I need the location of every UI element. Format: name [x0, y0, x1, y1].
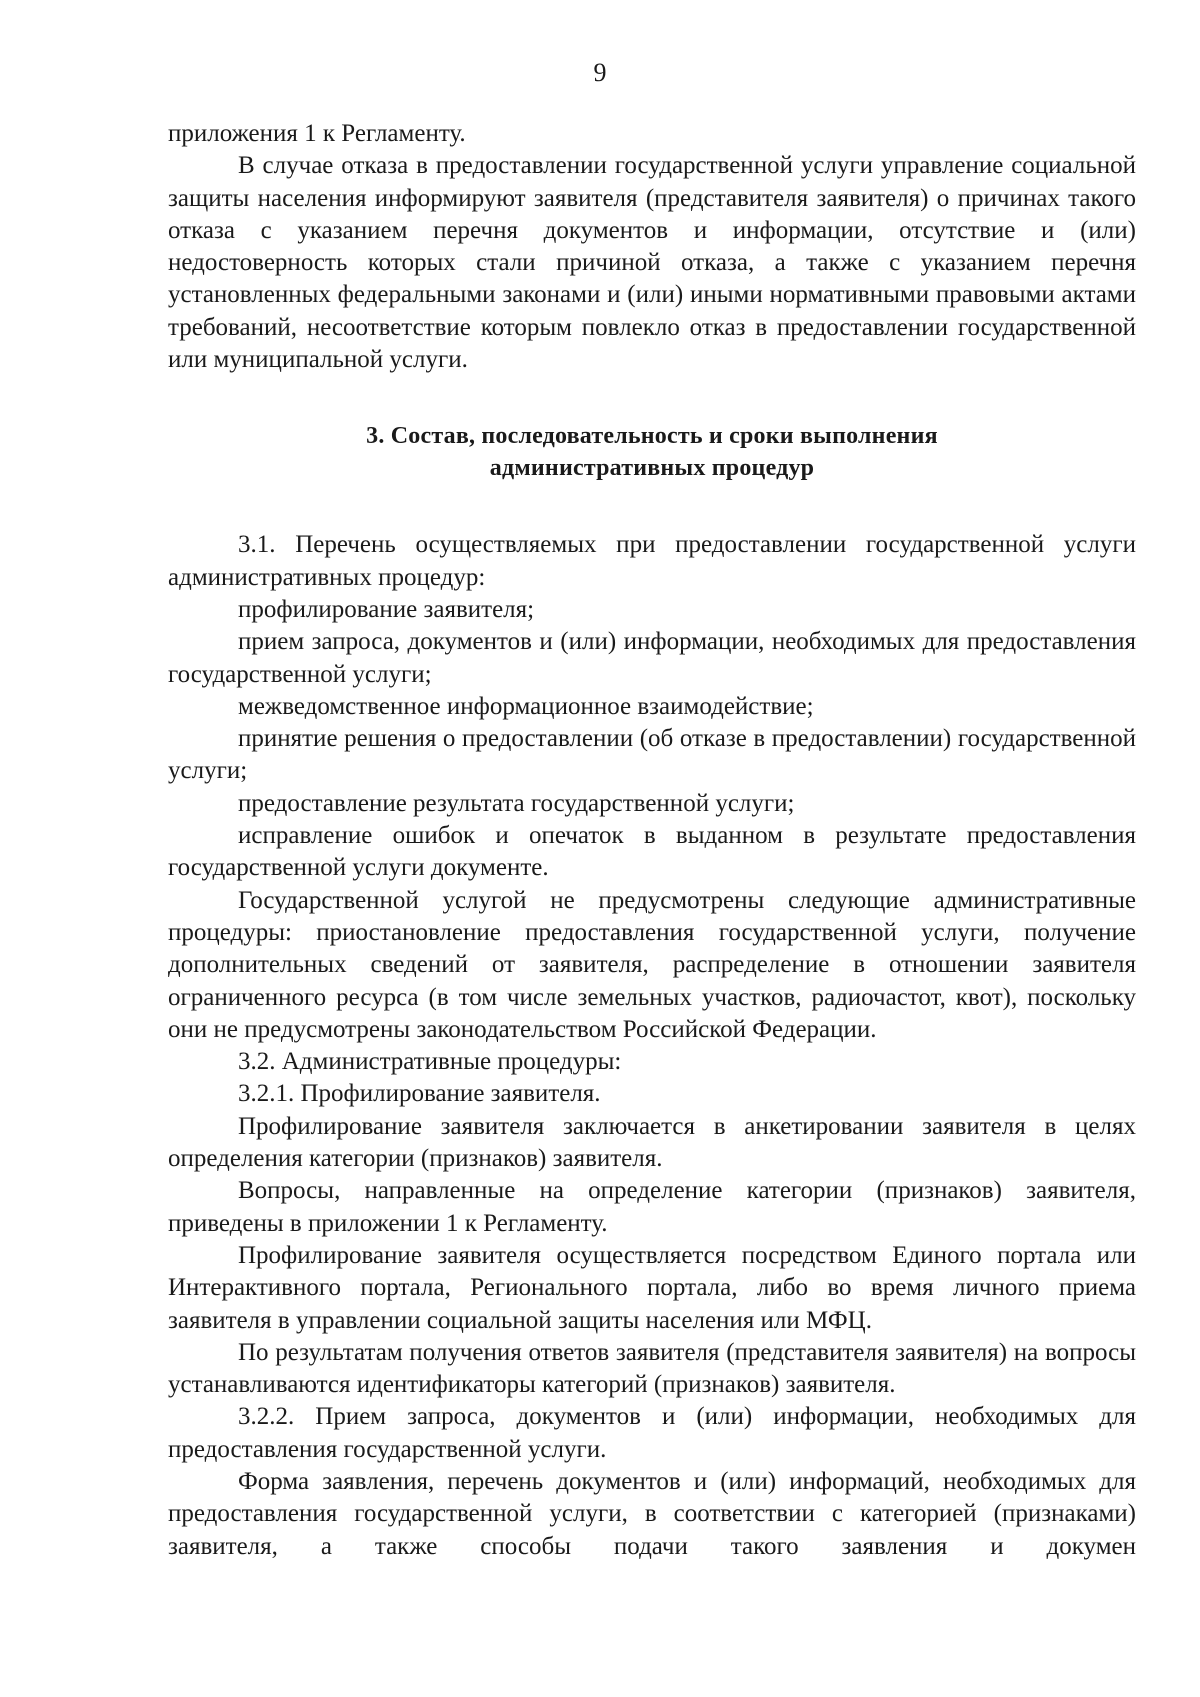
list-item: исправление ошибок и опечаток в выданном в результате предоставления государственной услуги документе. [168, 822, 1136, 882]
list-item: принятие решения о предоставлении (об отказе в предоставлении) государственной услуги; [168, 725, 1136, 785]
paragraph: Форма заявления, перечень документов и (или) информаций, необходимых для предоставления государственной услуги, в соответствии с категорией (признаками) заявителя, а также способы подачи такого заявления и докумен [168, 1467, 1136, 1560]
paragraph: 3.2. Административные процедуры: [238, 1048, 622, 1076]
list-item: профилирование заявителя; [238, 595, 535, 623]
paragraph: Профилирование заявителя заключается в анкетировании заявителя в целях определения категории (признаков) заявителя. [168, 1112, 1136, 1173]
paragraph: Профилирование заявителя осуществляется посредством Единого портала или Интерактивного портала, Регионального портала, либо во время личного приема заявителя в управлении социальной защиты населения или МФЦ. [168, 1241, 1136, 1334]
list-item: межведомственное информационное взаимодействие; [238, 692, 814, 720]
list-item: прием запроса, документов и (или) информации, необходимых для предоставления государственной услуги; [168, 628, 1136, 688]
refusal-paragraph: В случае отказа в предоставлении государственной услуги управление социальной защиты населения информируют заявителя (представителя заявителя) о причинах такого отказа с указанием перечня документов и информации, отсутствие и (или) недостоверность которых стали причиной отказа, а также с указанием перечня установленных федеральными законами и (или) иными нормативными правовыми актами требований, несоответствие которым повлекло отказ в предоставлении государственной или муниципальной услуги. [168, 152, 1136, 374]
page-number: 9 [593, 58, 607, 87]
paragraph: Вопросы, направленные на определение категории (признаков) заявителя, приведены в приложении 1 к Регламенту. [168, 1177, 1136, 1237]
section-title-line-2: административных процедур [489, 455, 815, 482]
paragraph: Государственной услугой не предусмотрены следующие административные процедуры: приостановление предоставления государственной услуги, получение дополнительных сведений от заявителя, распределение в отношении заявителя ограниченного ресурса (в том числе земельных участков, радиочастот, квот), поскольку они не предусмотрены законодательством Российской Федерации. [168, 886, 1136, 1043]
section-title [168, 420, 1136, 484]
intro-continuation: приложения 1 к Регламенту. [168, 120, 466, 147]
paragraph: По результатам получения ответов заявителя (представителя заявителя) на вопросы устанавливаются идентификаторы категорий (признаков) заявителя. [168, 1338, 1136, 1399]
paragraph: 3.2.2. Прием запроса, документов и (или) информации, необходимых для предоставления государственной услуги. [168, 1403, 1136, 1463]
section-title-line-1: 3. Состав, последовательность и сроки выполнения [366, 423, 938, 450]
paragraph: 3.1. Перечень осуществляемых при предоставлении государственной услуги административных процедур: [168, 531, 1136, 591]
list-item: предоставление результата государственной услуги; [238, 789, 795, 817]
paragraph: 3.2.1. Профилирование заявителя. [238, 1080, 601, 1108]
document-body [168, 118, 1136, 1563]
